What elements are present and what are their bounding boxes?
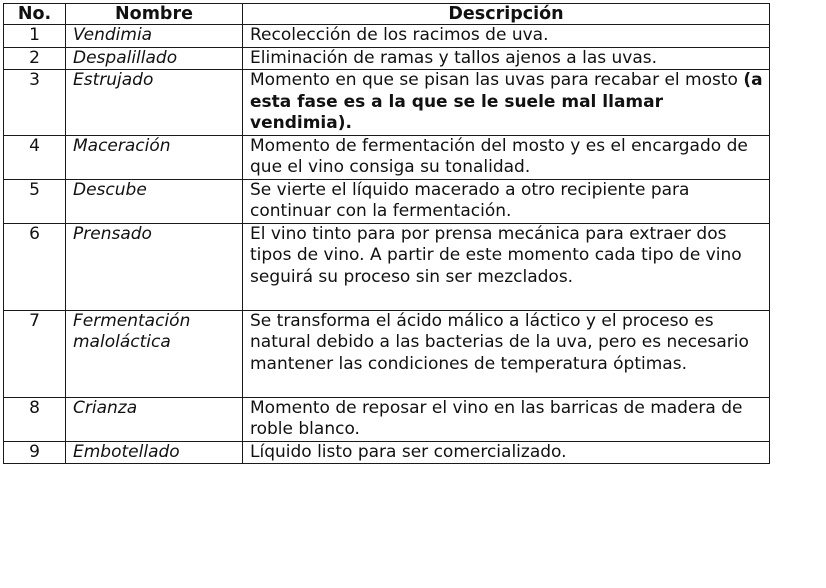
table-row — [4, 310, 770, 397]
table-header-row — [4, 4, 770, 25]
row-description-bold: (a esta fase es a la que se le suele mal llamar vendimia). — [250, 70, 763, 133]
row-description-text: Eliminación de ramas y tallos ajenos a las uvas. — [250, 47, 658, 68]
row-number: 9 — [4, 441, 66, 464]
row-number: 2 — [4, 47, 66, 70]
row-number: 7 — [4, 310, 66, 397]
row-description — [243, 397, 770, 441]
row-name: Vendimia — [66, 25, 243, 48]
row-description-text: El vino tinto para por prensa mecánica para extraer dos tipos de vino. A partir de este momento cada tipo de vino seguirá su proceso sin ser mezclados. — [250, 223, 742, 287]
row-description — [243, 223, 770, 310]
column-header-name: Nombre — [66, 4, 243, 25]
row-name: Estrujado — [66, 70, 243, 136]
row-description — [243, 441, 770, 464]
row-description-text: Momento en que se pisan las uvas para recabar el mosto — [250, 70, 744, 90]
row-name: Maceración — [66, 135, 243, 179]
row-description-text: Se transforma el ácido málico a láctico y el proceso es natural debido a las bacterias de la uva, pero es necesario mantener las condiciones de temperatura óptimas. — [250, 310, 749, 374]
table-body — [4, 25, 770, 464]
row-number: 3 — [4, 70, 66, 136]
row-name: Despalillado — [66, 47, 243, 70]
table-row — [4, 223, 770, 310]
row-number: 1 — [4, 25, 66, 48]
row-name: Crianza — [66, 397, 243, 441]
column-header-no: No. — [4, 4, 66, 25]
row-description-text: Recolección de los racimos de uva. — [250, 25, 549, 45]
row-description — [243, 179, 770, 223]
row-number: 8 — [4, 397, 66, 441]
table-header — [4, 4, 770, 25]
table-row — [4, 135, 770, 179]
row-description — [243, 135, 770, 179]
column-header-description: Descripción — [243, 4, 770, 25]
row-name: Embotellado — [66, 441, 243, 464]
table-row — [4, 179, 770, 223]
row-description — [243, 310, 770, 397]
row-number: 6 — [4, 223, 66, 310]
row-description-text: Líquido listo para ser comercializado. — [250, 441, 567, 462]
row-number: 5 — [4, 179, 66, 223]
row-description — [243, 47, 770, 70]
row-name: Descube — [66, 179, 243, 223]
table-row — [4, 47, 770, 70]
table-row — [4, 397, 770, 441]
row-name: Fermentación maloláctica — [66, 310, 243, 397]
row-number: 4 — [4, 135, 66, 179]
wine-process-table — [3, 3, 770, 464]
row-description-text: Momento de reposar el vino en las barricas de madera de roble blanco. — [250, 397, 743, 439]
table-row — [4, 25, 770, 48]
row-name: Prensado — [66, 223, 243, 310]
row-description — [243, 25, 770, 48]
row-description-text: Momento de fermentación del mosto y es el encargado de que el vino consiga su tonalidad. — [250, 135, 748, 177]
row-description — [243, 70, 770, 136]
table-row — [4, 70, 770, 136]
table-row — [4, 441, 770, 464]
row-description-text: Se vierte el líquido macerado a otro recipiente para continuar con la fermentación. — [250, 179, 690, 221]
